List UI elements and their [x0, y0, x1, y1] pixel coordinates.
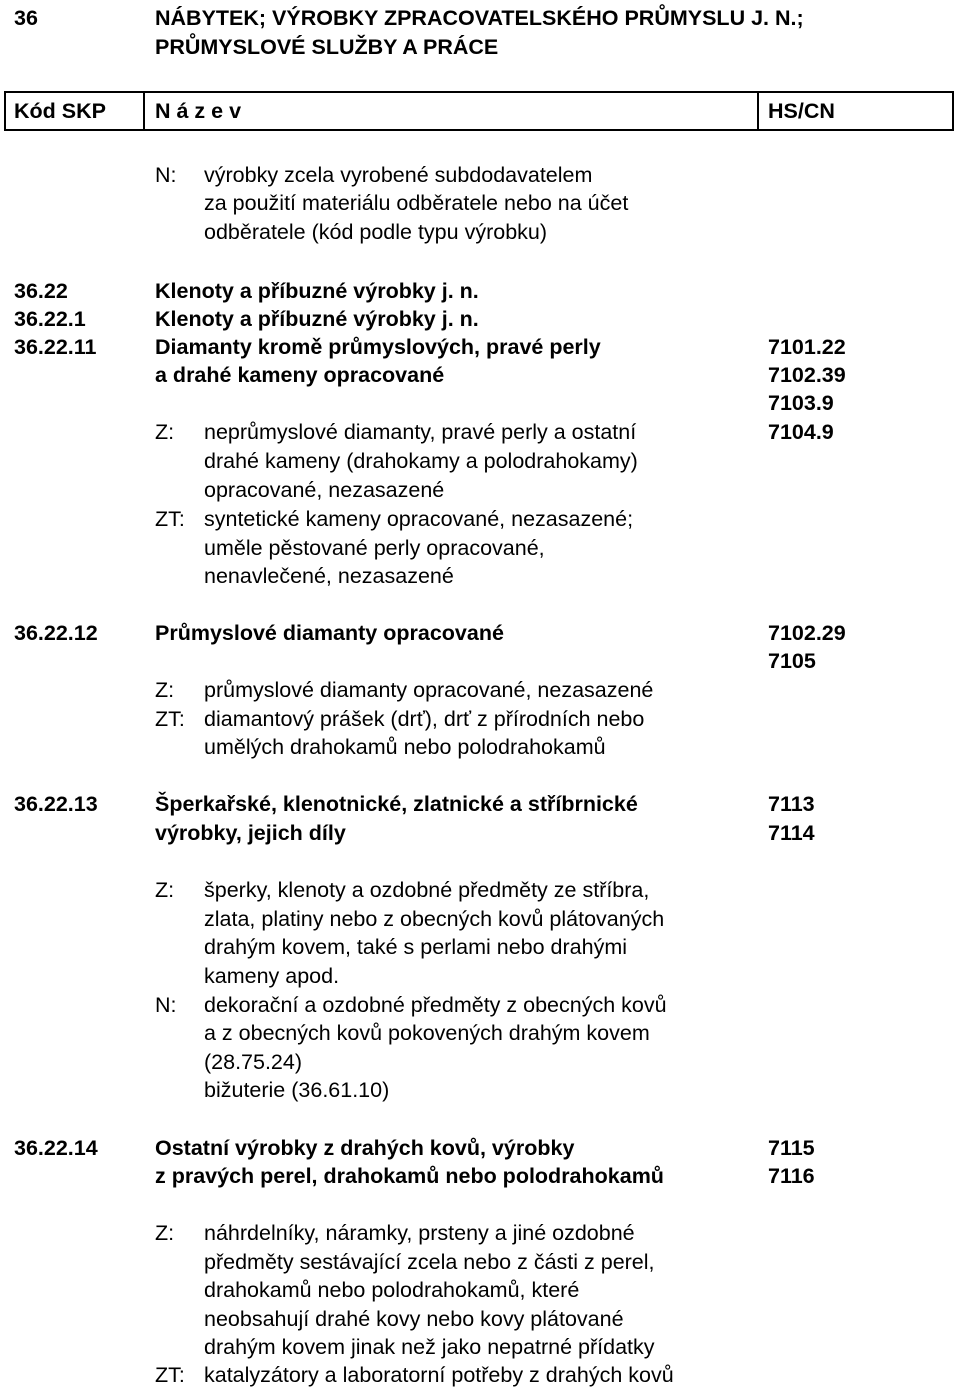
item-name: Průmyslové diamanty opracované: [155, 621, 504, 645]
item-code: 36.22.14: [14, 1136, 98, 1160]
note-text: šperky, klenoty a ozdobné předměty ze stříbra,: [204, 878, 650, 902]
item-name: a drahé kameny opracované: [155, 363, 445, 387]
item-code: 36.22.11: [14, 335, 97, 359]
note-text: výrobky zcela vyrobené subdodavatelem: [204, 163, 593, 187]
item-name: výrobky, jejich díly: [155, 821, 346, 845]
hs-code: 7101.22: [768, 335, 846, 359]
note-label: N:: [155, 993, 177, 1017]
note-label: Z:: [155, 420, 175, 444]
note-text: (28.75.24): [204, 1050, 303, 1074]
note-text: náhrdelníky, náramky, prsteny a jiné ozdobné: [204, 1221, 635, 1245]
hs-code: 7115: [768, 1136, 815, 1160]
note-text: diamantový prášek (drť), drť z přírodních nebo: [204, 707, 645, 731]
note-label: ZT:: [155, 707, 185, 731]
note-text: katalyzátory a laboratorní potřeby z drahých kovů: [204, 1363, 674, 1387]
note-text: nenavlečené, nezasazené: [204, 564, 454, 588]
note-text: drahokamů nebo polodrahokamů, které: [204, 1278, 580, 1302]
note-text: a z obecných kovů pokovených drahým kovem: [204, 1021, 650, 1045]
chapter-title-line-1: NÁBYTEK; VÝROBKY ZPRACOVATELSKÉHO PRŮMYSLU J. N.;: [155, 6, 804, 30]
note-text: průmyslové diamanty opracované, nezasazené: [204, 678, 654, 702]
header-code: Kód SKP: [14, 99, 106, 123]
note-text: umělých drahokamů nebo polodrahokamů: [204, 735, 606, 759]
note-text: drahým kovem, také s perlami nebo drahými: [204, 935, 628, 959]
item-code: 36.22.12: [14, 621, 98, 645]
header-divider: [757, 93, 759, 129]
note-label: ZT:: [155, 507, 185, 531]
group-code: 36.22.1: [14, 307, 86, 331]
item-name: Ostatní výrobky z drahých kovů, výrobky: [155, 1136, 575, 1160]
hs-code: 7105: [768, 649, 816, 673]
item-name: z pravých perel, drahokamů nebo polodrahokamů: [155, 1164, 664, 1188]
header-name: N á z e v: [155, 99, 242, 123]
note-text: bižuterie (36.61.10): [204, 1078, 390, 1102]
hs-code: 7104.9: [768, 420, 834, 444]
note-text: drahým kovem jinak než jako nepatrné přídatky: [204, 1335, 655, 1359]
group-name: Klenoty a příbuzné výrobky j. n.: [155, 279, 479, 303]
note-text: dekorační a ozdobné předměty z obecných kovů: [204, 993, 667, 1017]
note-text: předměty sestávající zcela nebo z části z perel,: [204, 1250, 655, 1274]
note-text: za použití materiálu odběratele nebo na účet: [204, 191, 629, 215]
note-text: uměle pěstované perly opracované,: [204, 536, 545, 560]
group-name: Klenoty a příbuzné výrobky j. n.: [155, 307, 479, 331]
header-hs: HS/CN: [768, 99, 835, 123]
hs-code: 7103.9: [768, 391, 834, 415]
note-text: kameny apod.: [204, 964, 340, 988]
group-code: 36.22: [14, 279, 68, 303]
hs-code: 7114: [768, 821, 815, 845]
chapter-title-line-2: PRŮMYSLOVÉ SLUŽBY A PRÁCE: [155, 35, 499, 59]
hs-code: 7102.39: [768, 363, 846, 387]
page-number: 36: [14, 6, 38, 30]
header-divider: [143, 93, 145, 129]
note-text: opracované, nezasazené: [204, 478, 445, 502]
note-label: Z:: [155, 878, 175, 902]
note-text: odběratele (kód podle typu výrobku): [204, 220, 548, 244]
note-text: zlata, platiny nebo z obecných kovů plátovaných: [204, 907, 665, 931]
note-label: ZT:: [155, 1363, 185, 1387]
hs-code: 7102.29: [768, 621, 846, 645]
note-text: neobsahují drahé kovy nebo kovy plátované: [204, 1307, 624, 1331]
note-text: syntetické kameny opracované, nezasazené;: [204, 507, 634, 531]
note-label: Z:: [155, 678, 175, 702]
hs-code: 7113: [768, 792, 815, 816]
note-text: neprůmyslové diamanty, pravé perly a ostatní: [204, 420, 637, 444]
item-name: Šperkařské, klenotnické, zlatnické a stříbrnické: [155, 792, 638, 816]
note-label: N:: [155, 163, 177, 187]
hs-code: 7116: [768, 1164, 815, 1188]
note-label: Z:: [155, 1221, 175, 1245]
note-text: drahé kameny (drahokamy a polodrahokamy): [204, 449, 638, 473]
item-name: Diamanty kromě průmyslových, pravé perly: [155, 335, 601, 359]
item-code: 36.22.13: [14, 792, 98, 816]
